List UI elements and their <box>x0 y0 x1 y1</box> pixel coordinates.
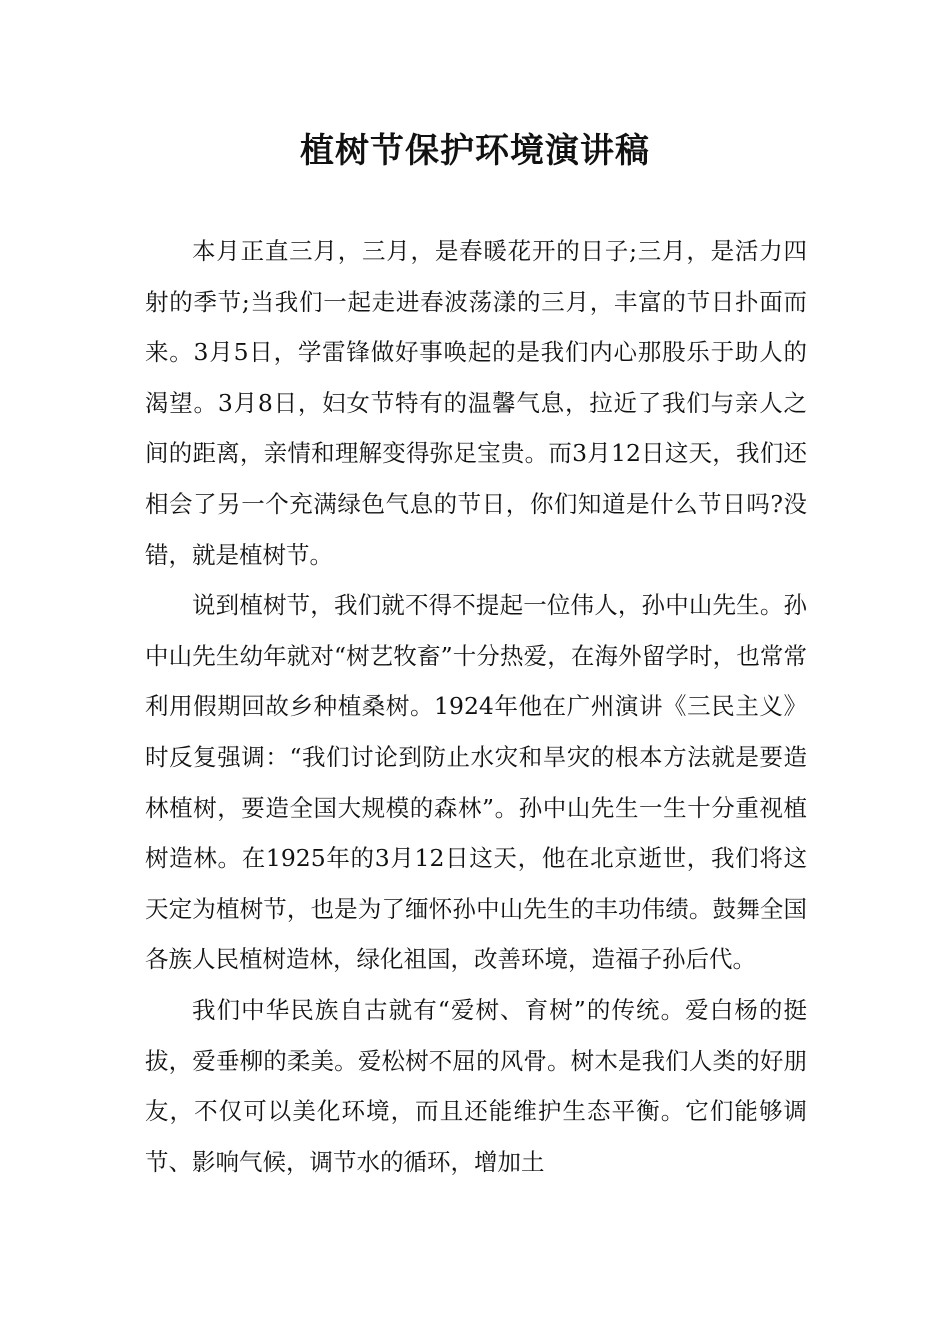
paragraph-1: 本月正直三月，三月，是春暖花开的日子;三月，是活力四射的季节;当我们一起走进春波荡漾的三月，丰富的节日扑面而来。3月5日，学雷锋做好事唤起的是我们内心那股乐于助人的渴望。3月8日，妇女节特有的温馨气息，拉近了我们与亲人之间的距离，亲情和理解变得弥足宝贵。而3月12日这天，我们还相会了另一个充满绿色气息的节日，你们知道是什么节日吗?没错，就是植树节。 <box>145 237 807 569</box>
paragraph-3: 我们中华民族自古就有“爱树、育树”的传统。爱白杨的挺拔，爱垂柳的柔美。爱松树不屈的风骨。树木是我们人类的好朋友，不仅可以美化环境，而且还能维护生态平衡。它们能够调节、影响气候，调节水的循环，增加土 <box>145 995 807 1176</box>
paragraph-2: 说到植树节，我们就不得不提起一位伟人，孙中山先生。孙中山先生幼年就对“树艺牧畜”十分热爱，在海外留学时，也常常利用假期回故乡种植桑树。1924年他在广州演讲《三民主义》时反复强调：“我们讨论到防止水灾和旱灾的根本方法就是要造林植树，要造全国大规模的森林”。孙中山先生一生十分重视植树造林。在1925年的3月12日这天，他在北京逝世，我们将这天定为植树节，也是为了缅怀孙中山先生的丰功伟绩。鼓舞全国各族人民植树造林，绿化祖国，改善环境，造福子孙后代。 <box>145 591 807 974</box>
document-title: 植树节保护环境演讲稿 <box>300 131 650 171</box>
document-body <box>145 226 807 1187</box>
